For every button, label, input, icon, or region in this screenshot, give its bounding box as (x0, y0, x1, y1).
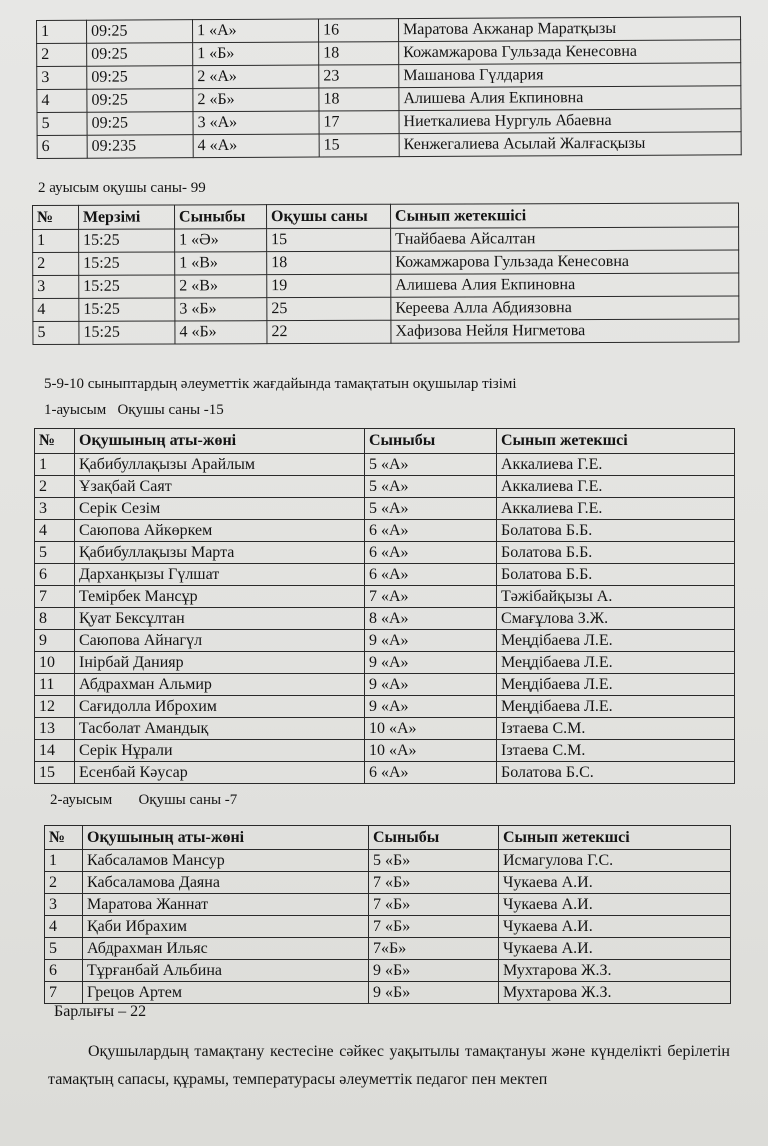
table-cell: Саюпова Айкөркем (75, 520, 365, 542)
table-cell: Қабибуллақызы Марта (75, 542, 365, 564)
table-cell: Чукаева А.И. (499, 916, 731, 938)
table-cell: Аккалиева Г.Е. (497, 476, 735, 498)
column-header: № (35, 429, 75, 454)
table-cell: Хафизова Нейля Нигметова (391, 319, 739, 343)
table-cell: 5 (37, 112, 87, 135)
table-cell: Інірбай Данияр (75, 652, 365, 674)
table-cell: 1 «В» (175, 252, 267, 275)
table-cell: Саюпова Айнагүл (75, 630, 365, 652)
table-row (35, 520, 735, 542)
table-cell: 09:25 (87, 89, 193, 113)
table-cell: 7 «Б» (369, 894, 499, 916)
table-cell: 7 «Б» (369, 872, 499, 894)
table-cell: 19 (267, 274, 391, 297)
table-cell: Қабибуллақызы Арайлым (75, 454, 365, 476)
table-cell: 7 «А» (365, 586, 497, 608)
table-cell: 9 «Б» (369, 960, 499, 982)
shift1-students-table (34, 428, 735, 784)
table-cell: Тұрғанбай Альбина (83, 960, 369, 982)
shift2-students-label: 2-ауысым Оқушы саны -7 (50, 792, 238, 808)
table-row (35, 586, 735, 608)
table-cell: 1 (45, 850, 83, 872)
table-cell: 2 (35, 476, 75, 498)
table-cell: 1 (35, 454, 75, 476)
table-cell: 1 (33, 229, 79, 252)
table-cell: Абдрахман Альмир (75, 674, 365, 696)
table-cell: 18 (319, 88, 399, 111)
table-cell: 09:235 (87, 135, 193, 159)
table-row (35, 630, 735, 652)
table-cell: 13 (35, 718, 75, 740)
table-cell: 9 (35, 630, 75, 652)
table-cell: 1 «Ә» (175, 229, 267, 252)
table-cell: 2 «Б» (193, 88, 319, 112)
column-header: Оқушының аты-жөні (83, 826, 369, 850)
table-row (33, 319, 739, 344)
table-cell: 3 «Б» (175, 298, 267, 321)
table-cell: Кенжегалиева Асылай Жалғасқызы (399, 132, 741, 157)
table-cell: Қуат Бексұлтан (75, 608, 365, 630)
shift2-students-header (45, 826, 731, 850)
table-cell: 09:25 (87, 66, 193, 90)
column-header: Сынып жетекшісі (390, 203, 738, 228)
table-cell: 7 (35, 586, 75, 608)
table-cell: 2 «А» (193, 65, 319, 89)
table-cell: 16 (318, 19, 398, 42)
table-cell: Чукаева А.И. (499, 872, 731, 894)
table-cell: Серік Сезім (75, 498, 365, 520)
table-row (45, 916, 731, 938)
table-cell: 4 (35, 520, 75, 542)
table-cell: 15:25 (79, 298, 175, 321)
table-cell: 09:25 (87, 20, 193, 44)
column-header: Мерзімі (79, 205, 175, 229)
table-cell: 4 (45, 916, 83, 938)
table-cell: 6 «А» (365, 762, 497, 784)
table-cell: 09:25 (87, 43, 193, 67)
table-cell: 8 «А» (365, 608, 497, 630)
column-header: Сынып жетекшсі (497, 429, 735, 454)
table-row (45, 938, 731, 960)
table-cell: Ұзақбай Саят (75, 476, 365, 498)
table-cell: 3 (33, 275, 79, 298)
table-cell: Тәжібайқызы А. (497, 586, 735, 608)
table-cell: Маратова Акжанар Маратқызы (398, 17, 740, 42)
table-cell: Смағұлова З.Ж. (497, 608, 735, 630)
table-cell: 9 «А» (365, 652, 497, 674)
table-cell: 10 «А» (365, 740, 497, 762)
table-row (37, 132, 741, 159)
table-cell: 9 «Б» (369, 982, 499, 1004)
table-row (33, 227, 739, 252)
table-row (35, 696, 735, 718)
table-row (35, 454, 735, 476)
shift1-schedule-body (37, 17, 742, 159)
column-header: Сынып жетекшсі (499, 826, 731, 850)
table-cell: Қаби Ибрахим (83, 916, 369, 938)
table-cell: Аккалиева Г.Е. (497, 498, 735, 520)
table-cell: Тасболат Амандық (75, 718, 365, 740)
table-cell: Ізтаева С.М. (497, 718, 735, 740)
table-cell: 3 «А» (193, 111, 319, 135)
table-cell: 11 (35, 674, 75, 696)
table-cell: 5 (45, 938, 83, 960)
table-cell: 6 (35, 564, 75, 586)
table-cell: 15 (267, 228, 391, 251)
column-header: Оқушының аты-жөні (75, 429, 365, 454)
table-cell: 7 (45, 982, 83, 1004)
table-cell: Алишева Алия Екпиновна (399, 86, 741, 111)
table-row (45, 872, 731, 894)
table-cell: 6 «А» (365, 520, 497, 542)
table-cell: Кожамжарова Гульзада Кенесовна (391, 250, 739, 274)
closing-paragraph: Оқушылардың тамақтану кестесіне сәйкес уақытылы тамақтануы және күнделікті берілетін тамақтың сапасы, құрамы, температурасы әлеуметтік педагог пен мектеп (48, 1043, 730, 1088)
table-header-row (45, 826, 731, 850)
table-row (35, 542, 735, 564)
table-cell: 5 «А» (365, 454, 497, 476)
table-row (35, 740, 735, 762)
table-cell: 9 «А» (365, 696, 497, 718)
table-cell: 2 (45, 872, 83, 894)
table-cell: 2 (37, 43, 87, 66)
table-cell: 15 (319, 134, 399, 157)
table-cell: 15 (35, 762, 75, 784)
table-cell: 14 (35, 740, 75, 762)
column-header: Сыныбы (369, 826, 499, 850)
table-row (35, 718, 735, 740)
table-cell: 4 (33, 298, 79, 321)
table-row (45, 960, 731, 982)
table-cell: 18 (267, 251, 391, 274)
table-cell: 5 «Б» (369, 850, 499, 872)
table-cell: 5 «А» (365, 476, 497, 498)
table-cell: Ниеткалиева Нургуль Абаевна (399, 109, 741, 134)
table-row (35, 498, 735, 520)
shift2-schedule-body (33, 227, 739, 344)
table-cell: Кожамжарова Гульзада Кенесовна (399, 40, 741, 65)
table-cell: Чукаева А.И. (499, 938, 731, 960)
table-cell: 5 (35, 542, 75, 564)
table-header-row (33, 203, 739, 229)
table-cell: Меңдібаева Л.Е. (497, 652, 735, 674)
table-cell: Ізтаева С.М. (497, 740, 735, 762)
column-header: Сыныбы (365, 429, 497, 454)
table-row (35, 476, 735, 498)
table-row (35, 652, 735, 674)
table-cell: 25 (267, 297, 391, 320)
table-cell: 6 (45, 960, 83, 982)
table-cell: Кереева Алла Абдиязовна (391, 296, 739, 320)
table-row (45, 894, 731, 916)
table-cell: Болатова Б.Б. (497, 542, 735, 564)
shift2-students-table (44, 825, 731, 1004)
table-cell: 3 (45, 894, 83, 916)
table-row (33, 296, 739, 321)
table-cell: 09:25 (87, 112, 193, 136)
table-cell: 15:25 (79, 229, 175, 252)
table-cell: 3 (35, 498, 75, 520)
table-cell: Абдрахман Ильяс (83, 938, 369, 960)
shift1-students-header (35, 429, 735, 454)
table-cell: 10 (35, 652, 75, 674)
table-cell: 8 (35, 608, 75, 630)
column-header: № (33, 205, 79, 229)
table-row (45, 850, 731, 872)
table-cell: 5 «А» (365, 498, 497, 520)
table-row (45, 982, 731, 1004)
table-cell: Сағидолла Иброхим (75, 696, 365, 718)
table-row (35, 674, 735, 696)
table-cell: 1 «Б» (193, 42, 319, 66)
table-cell: Кабсаламова Даяна (83, 872, 369, 894)
shift2-students-body (45, 850, 731, 1004)
table-cell: 9 «А» (365, 630, 497, 652)
table-row (33, 250, 739, 275)
table-cell: Меңдібаева Л.Е. (497, 630, 735, 652)
table-cell: 2 «В» (175, 275, 267, 298)
shift1-schedule-table (36, 16, 742, 159)
table-cell: 9 «А» (365, 674, 497, 696)
table-cell: 5 (33, 321, 79, 344)
table-cell: Болатова Б.Б. (497, 564, 735, 586)
table-cell: 4 «А» (193, 134, 319, 158)
shift1-students-body (35, 454, 735, 784)
table-cell: 10 «А» (365, 718, 497, 740)
shift2-schedule-table (32, 203, 739, 345)
table-cell: Грецов Артем (83, 982, 369, 1004)
table-cell: Чукаева А.И. (499, 894, 731, 916)
table-cell: 6 «А» (365, 564, 497, 586)
table-cell: 6 «А» (365, 542, 497, 564)
table-cell: Болатова Б.Б. (497, 520, 735, 542)
shift2-count-note: 2 ауысым оқушы саны- 99 (38, 180, 206, 196)
table-cell: 4 «Б» (175, 321, 267, 344)
table-cell: 1 «А» (193, 19, 319, 43)
table-cell: 3 (37, 66, 87, 89)
table-cell: Серік Нұрали (75, 740, 365, 762)
table-cell: 4 (37, 89, 87, 112)
table-cell: Дарханқызы Гүлшат (75, 564, 365, 586)
table-row (33, 273, 739, 298)
table-cell: Маратова Жаннат (83, 894, 369, 916)
section-title: 5-9-10 сыныптардың әлеуметтік жағдайында тамақтатын оқушылар тізімі (44, 376, 517, 392)
table-cell: 7«Б» (369, 938, 499, 960)
table-cell: 15:25 (79, 252, 175, 275)
table-cell: Исмагулова Г.С. (499, 850, 731, 872)
table-cell: Темірбек Мансұр (75, 586, 365, 608)
table-cell: 23 (319, 65, 399, 88)
table-cell: Кабсаламов Мансур (83, 850, 369, 872)
shift2-schedule-header (33, 203, 739, 229)
table-cell: Мухтарова Ж.З. (499, 960, 731, 982)
column-header: Оқушы саны (267, 204, 391, 228)
table-cell: Есенбай Кәусар (75, 762, 365, 784)
table-cell: 15:25 (79, 275, 175, 298)
table-cell: 18 (319, 42, 399, 65)
table-header-row (35, 429, 735, 454)
table-cell: Тнайбаева Айсалтан (391, 227, 739, 251)
table-cell: Мухтарова Ж.З. (499, 982, 731, 1004)
table-cell: 6 (37, 135, 87, 158)
table-cell: 17 (319, 111, 399, 134)
table-cell: 7 «Б» (369, 916, 499, 938)
table-cell: 1 (37, 20, 87, 43)
table-row (35, 608, 735, 630)
table-cell: Машанова Гүлдария (399, 63, 741, 88)
column-header: № (45, 826, 83, 850)
table-row (35, 762, 735, 784)
table-cell: Аккалиева Г.Е. (497, 454, 735, 476)
table-row (35, 564, 735, 586)
shift1-students-label: 1-ауысым Оқушы саны -15 (44, 402, 224, 418)
table-cell: 15:25 (79, 321, 175, 344)
table-cell: Алишева Алия Екпиновна (391, 273, 739, 297)
table-cell: 22 (267, 320, 391, 343)
total-count: Барлығы – 22 (54, 1003, 147, 1020)
table-cell: Болатова Б.С. (497, 762, 735, 784)
column-header: Сыныбы (175, 205, 267, 229)
table-cell: 2 (33, 252, 79, 275)
table-cell: Меңдібаева Л.Е. (497, 696, 735, 718)
table-cell: 12 (35, 696, 75, 718)
table-cell: Меңдібаева Л.Е. (497, 674, 735, 696)
